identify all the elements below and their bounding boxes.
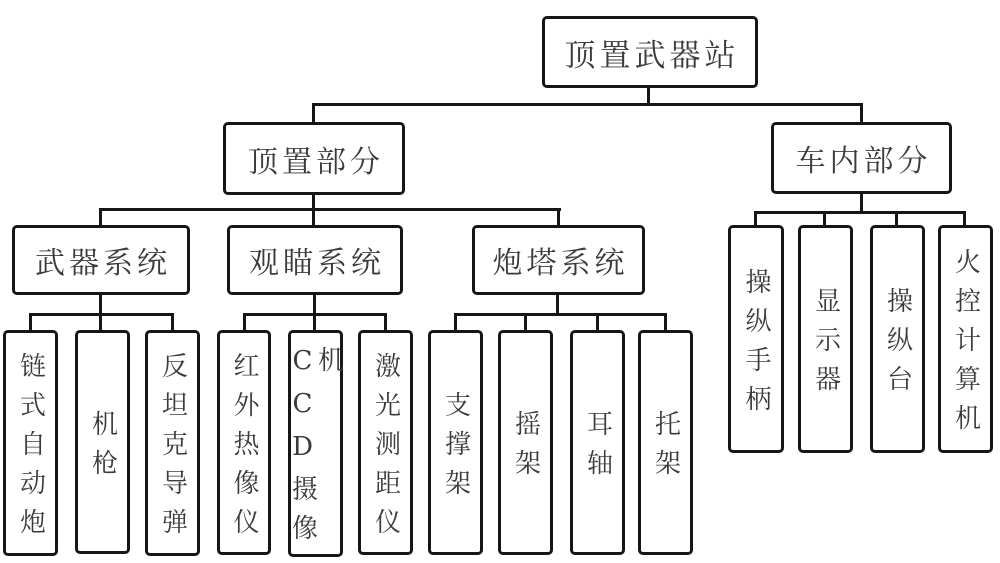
node-label: 摇架 (510, 410, 541, 488)
node-label: CCD摄像机 (287, 346, 344, 553)
node-label: 红外热像仪 (229, 351, 259, 547)
node-label: 车内部分 (795, 144, 932, 179)
node-turret-system (472, 225, 645, 295)
node-label: 炮塔系统 (492, 246, 629, 281)
node-bracket (638, 330, 693, 555)
node-label: 激光测距仪 (370, 351, 401, 547)
node-display (798, 225, 853, 453)
connector-line (312, 103, 315, 124)
node-label: 显示器 (810, 287, 841, 404)
connector-line (312, 103, 863, 106)
node-label: 武器系统 (35, 246, 171, 281)
node-ccd-camera (288, 330, 343, 557)
node-control-handle (728, 225, 784, 453)
node-label: 耳轴 (582, 410, 613, 488)
node-support-frame (428, 330, 483, 555)
node-label: 反坦克导弹 (157, 352, 188, 547)
connector-line (243, 313, 387, 316)
node-control-console (870, 225, 925, 453)
connector-line (860, 103, 863, 124)
node-laser-rangefinder (358, 330, 413, 555)
node-label: 火控计算机 (950, 248, 981, 443)
node-fire-control-computer (938, 225, 993, 453)
node-label: 链式自动炮 (15, 352, 46, 547)
node-infrared-thermal-imager (217, 330, 271, 555)
node-label: 顶置武器站 (564, 37, 740, 74)
connector-line (754, 211, 966, 214)
node-trunnion (570, 330, 625, 555)
node-label: 操纵手柄 (741, 267, 771, 424)
node-top-weapon-station (542, 16, 758, 88)
node-in-vehicle-section (771, 122, 952, 194)
node-antitank-missile (145, 330, 200, 556)
node-label: 机枪 (87, 409, 118, 488)
connector-line (860, 192, 863, 213)
node-label: 托架 (650, 410, 681, 488)
connector-line (99, 208, 561, 211)
node-machine-gun (75, 330, 130, 554)
connector-line (454, 313, 667, 316)
node-label: 观瞄系统 (249, 246, 385, 281)
node-label: 顶置部分 (248, 144, 384, 180)
node-label: 支撑架 (440, 390, 471, 508)
connector-line (29, 313, 174, 316)
node-weapon-system (12, 225, 190, 295)
node-sighting-system (227, 225, 403, 295)
node-label: 操纵台 (882, 287, 913, 404)
node-cradle (498, 330, 553, 555)
connector-line (556, 293, 559, 315)
node-chain-autocannon (3, 330, 58, 556)
node-roof-section (223, 122, 405, 195)
